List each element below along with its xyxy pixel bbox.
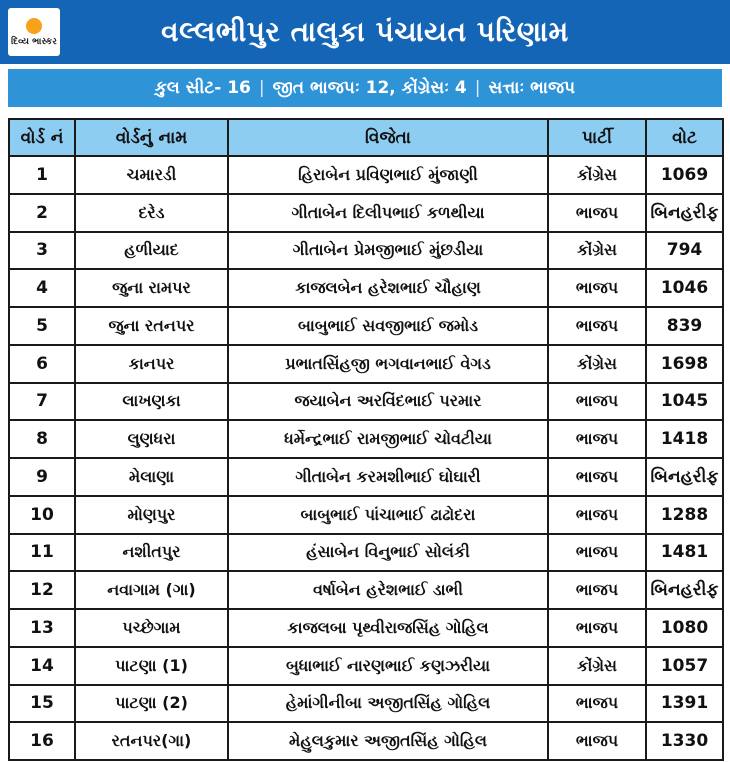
votes: 794 bbox=[646, 232, 723, 270]
winner-name: બુધાભાઈ નારણભાઈ કણઝરીયા bbox=[228, 647, 548, 685]
party: ભાજપ bbox=[548, 609, 646, 647]
table-row bbox=[9, 722, 723, 760]
winner-name: મેહુલકુમાર અજીતસિંહ ગોહિલ bbox=[228, 722, 548, 760]
ward-name: મેલાણા bbox=[75, 458, 228, 496]
winner-name: હેમાંગીનીબા અજીતસિંહ ગોહિલ bbox=[228, 685, 548, 723]
ward-no: 14 bbox=[9, 647, 75, 685]
ward-name: જુના રતનપર bbox=[75, 307, 228, 345]
winner-name: હિરાબેન પ્રવિણભાઈ મુંજાણી bbox=[228, 156, 548, 194]
winner-name: ધર્મેન્દ્રભાઈ રામજીભાઈ ચોવટીયા bbox=[228, 420, 548, 458]
ward-name: લુણધરા bbox=[75, 420, 228, 458]
ward-no: 5 bbox=[9, 307, 75, 345]
ruling-party: સત્તાઃ ભાજપ bbox=[488, 78, 576, 98]
ward-name: પાટણા (1) bbox=[75, 647, 228, 685]
winner-name: બાબુભાઈ પાંચાભાઈ ઢાઢોદરા bbox=[228, 496, 548, 534]
ward-no: 8 bbox=[9, 420, 75, 458]
winner-name: વર્ષાબેન હરેશભાઈ ડાભી bbox=[228, 571, 548, 609]
results-table bbox=[8, 118, 724, 761]
party: ભાજપ bbox=[548, 194, 646, 232]
ward-name: રતનપર(ગા) bbox=[75, 722, 228, 760]
ward-name: પચ્છેગામ bbox=[75, 609, 228, 647]
ward-no: 1 bbox=[9, 156, 75, 194]
votes: બિનહરીફ bbox=[646, 194, 723, 232]
table-row bbox=[9, 534, 723, 572]
table-row bbox=[9, 232, 723, 270]
votes: 1045 bbox=[646, 383, 723, 421]
party: ભાજપ bbox=[548, 383, 646, 421]
table-row bbox=[9, 571, 723, 609]
summary-bar bbox=[8, 69, 722, 107]
votes: 1080 bbox=[646, 609, 723, 647]
winner-name: પ્રભાતસિંહજી ભગવાનભાઈ વેગડ bbox=[228, 345, 548, 383]
ward-name: ચમારડી bbox=[75, 156, 228, 194]
party: ભાજપ bbox=[548, 307, 646, 345]
winner-name: કાજલબેન હરેશભાઈ ચૌહાણ bbox=[228, 269, 548, 307]
table-row bbox=[9, 458, 723, 496]
table-row bbox=[9, 156, 723, 194]
votes: 1288 bbox=[646, 496, 723, 534]
table-header-row bbox=[9, 119, 723, 156]
ward-name: કાનપર bbox=[75, 345, 228, 383]
votes: બિનહરીફ bbox=[646, 458, 723, 496]
win-count: જીત ભાજપઃ 12, કોંગ્રેસઃ 4 bbox=[272, 78, 467, 98]
ward-no: 10 bbox=[9, 496, 75, 534]
votes: 1698 bbox=[646, 345, 723, 383]
logo-text: દિવ્ય ભાસ્કર bbox=[11, 36, 57, 47]
divider: | bbox=[258, 78, 265, 98]
ward-name: નવાગામ (ગા) bbox=[75, 571, 228, 609]
winner-name: બાબુભાઈ સવજીભાઈ જમોડ bbox=[228, 307, 548, 345]
table-row bbox=[9, 194, 723, 232]
winner-name: હંસાબેન વિનુભાઈ સોલંકી bbox=[228, 534, 548, 572]
table-row bbox=[9, 609, 723, 647]
party: કોંગ્રેસ bbox=[548, 647, 646, 685]
votes: બિનહરીફ bbox=[646, 571, 723, 609]
col-votes: વોટ bbox=[646, 119, 723, 156]
ward-no: 15 bbox=[9, 685, 75, 723]
ward-no: 16 bbox=[9, 722, 75, 760]
table-row bbox=[9, 307, 723, 345]
party: ભાજપ bbox=[548, 496, 646, 534]
winner-name: જયાબેન અરવિંદભાઈ પરમાર bbox=[228, 383, 548, 421]
page-title: વલ્લભીપુર તાલુકા પંચાયત પરિણામ bbox=[161, 15, 569, 48]
winner-name: કાજલબા પૃથ્વીરાજસિંહ ગોહિલ bbox=[228, 609, 548, 647]
votes: 1069 bbox=[646, 156, 723, 194]
table-row bbox=[9, 685, 723, 723]
ward-no: 11 bbox=[9, 534, 75, 572]
votes: 839 bbox=[646, 307, 723, 345]
col-winner: વિજેતા bbox=[228, 119, 548, 156]
party: કોંગ્રેસ bbox=[548, 345, 646, 383]
col-ward-name: વોર્ડનું નામ bbox=[75, 119, 228, 156]
ward-no: 4 bbox=[9, 269, 75, 307]
ward-name: પાટણા (2) bbox=[75, 685, 228, 723]
party: ભાજપ bbox=[548, 571, 646, 609]
ward-name: મોણપુર bbox=[75, 496, 228, 534]
winner-name: ગીતાબેન કરમશીભાઈ ઘોઘારી bbox=[228, 458, 548, 496]
total-seats: કુલ સીટ- 16 bbox=[154, 78, 251, 98]
winner-name: ગીતાબેન પ્રેમજીભાઈ મુંછડીયા bbox=[228, 232, 548, 270]
votes: 1046 bbox=[646, 269, 723, 307]
ward-name: નશીતપુર bbox=[75, 534, 228, 572]
ward-name: જુના રામપર bbox=[75, 269, 228, 307]
ward-name: લાખણકા bbox=[75, 383, 228, 421]
table-row bbox=[9, 496, 723, 534]
winner-name: ગીતાબેન દિલીપભાઈ કળથીયા bbox=[228, 194, 548, 232]
table-row bbox=[9, 647, 723, 685]
page-header bbox=[0, 0, 730, 64]
party: ભાજપ bbox=[548, 722, 646, 760]
votes: 1418 bbox=[646, 420, 723, 458]
ward-no: 13 bbox=[9, 609, 75, 647]
divider: | bbox=[474, 78, 481, 98]
votes: 1330 bbox=[646, 722, 723, 760]
party: ભાજપ bbox=[548, 269, 646, 307]
party: ભાજપ bbox=[548, 420, 646, 458]
col-ward-no: વોર્ડ નં bbox=[9, 119, 75, 156]
col-party: પાર્ટી bbox=[548, 119, 646, 156]
table-row bbox=[9, 383, 723, 421]
divya-bhaskar-logo bbox=[8, 8, 60, 56]
ward-no: 9 bbox=[9, 458, 75, 496]
ward-name: દરેડ bbox=[75, 194, 228, 232]
party: ભાજપ bbox=[548, 534, 646, 572]
ward-no: 6 bbox=[9, 345, 75, 383]
ward-no: 12 bbox=[9, 571, 75, 609]
votes: 1391 bbox=[646, 685, 723, 723]
table-row bbox=[9, 269, 723, 307]
ward-no: 3 bbox=[9, 232, 75, 270]
ward-no: 2 bbox=[9, 194, 75, 232]
ward-no: 7 bbox=[9, 383, 75, 421]
sun-icon bbox=[26, 18, 42, 34]
table-row bbox=[9, 345, 723, 383]
party: કોંગ્રેસ bbox=[548, 156, 646, 194]
party: કોંગ્રેસ bbox=[548, 232, 646, 270]
table-row bbox=[9, 420, 723, 458]
ward-name: હળીયાદ bbox=[75, 232, 228, 270]
party: ભાજપ bbox=[548, 685, 646, 723]
party: ભાજપ bbox=[548, 458, 646, 496]
votes: 1057 bbox=[646, 647, 723, 685]
votes: 1481 bbox=[646, 534, 723, 572]
